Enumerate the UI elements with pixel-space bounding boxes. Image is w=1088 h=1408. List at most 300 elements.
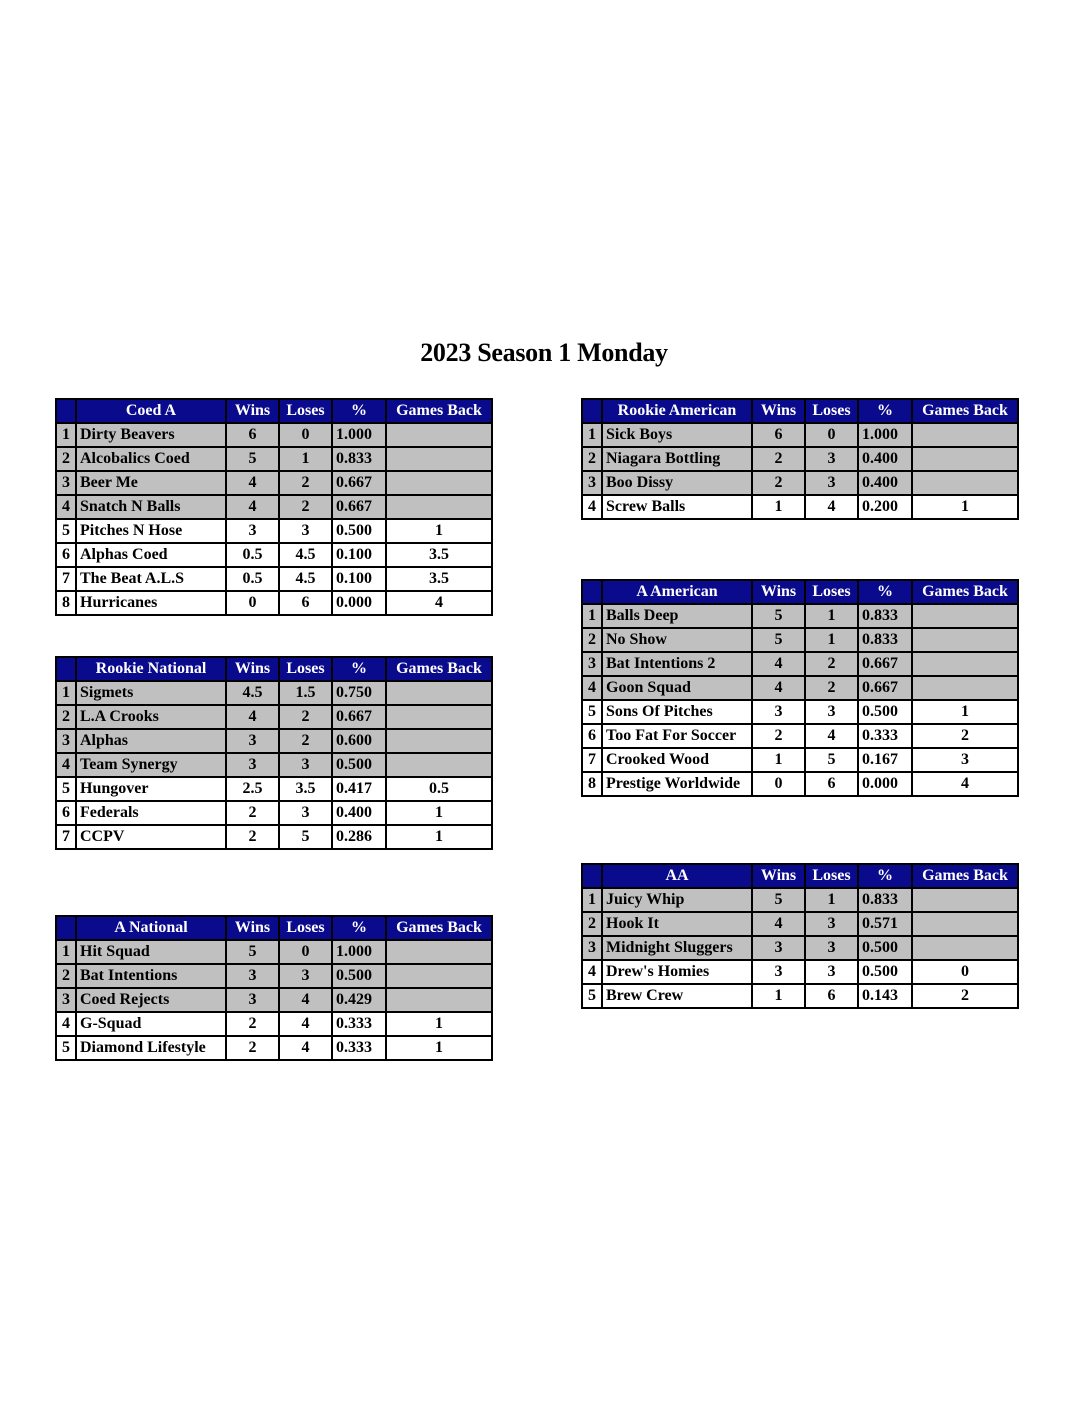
loses-cell: 2: [279, 705, 332, 729]
games-back-cell: 1: [912, 495, 1018, 519]
wins-cell: 6: [752, 423, 805, 447]
rank-header: [582, 864, 602, 888]
rank-cell: 6: [56, 801, 76, 825]
games-back-cell: [912, 604, 1018, 628]
table-row: [582, 676, 1018, 700]
team-cell: The Beat A.L.S: [76, 567, 226, 591]
rank-cell: 2: [582, 912, 602, 936]
wins-cell: 2: [752, 724, 805, 748]
table-row: [56, 705, 492, 729]
loses-cell: 3: [805, 960, 858, 984]
rank-header: [56, 657, 76, 681]
loses-cell: 4: [279, 1012, 332, 1036]
loses-cell: 3: [805, 447, 858, 471]
wins-cell: 5: [226, 940, 279, 964]
rank-cell: 4: [56, 1012, 76, 1036]
team-cell: Niagara Bottling: [602, 447, 752, 471]
pct-cell: 0.667: [332, 705, 386, 729]
pct-cell: 0.600: [332, 729, 386, 753]
loses-cell: 2: [279, 729, 332, 753]
loses-cell: 2: [279, 495, 332, 519]
loses-cell: 3: [279, 964, 332, 988]
loses-cell: 1: [279, 447, 332, 471]
table-row: [582, 471, 1018, 495]
loses-header: Loses: [805, 399, 858, 423]
table-row: [582, 984, 1018, 1008]
pct-cell: 0.400: [858, 471, 912, 495]
wins-cell: 4: [226, 471, 279, 495]
pct-cell: 0.100: [332, 567, 386, 591]
team-cell: Boo Dissy: [602, 471, 752, 495]
table-row: [582, 772, 1018, 796]
loses-cell: 6: [805, 984, 858, 1008]
rank-cell: 3: [582, 652, 602, 676]
team-cell: No Show: [602, 628, 752, 652]
team-cell: Too Fat For Soccer: [602, 724, 752, 748]
wins-cell: 4: [226, 495, 279, 519]
division-name: A National: [76, 916, 226, 940]
wins-cell: 1: [752, 748, 805, 772]
wins-cell: 3: [226, 988, 279, 1012]
pct-cell: 0.500: [858, 700, 912, 724]
team-cell: CCPV: [76, 825, 226, 849]
rank-cell: 6: [56, 543, 76, 567]
games-back-cell: 4: [912, 772, 1018, 796]
loses-cell: 1.5: [279, 681, 332, 705]
games-back-header: Games Back: [912, 580, 1018, 604]
team-cell: Hit Squad: [76, 940, 226, 964]
pct-cell: 1.000: [332, 940, 386, 964]
rank-cell: 4: [56, 495, 76, 519]
rank-cell: 1: [56, 681, 76, 705]
rank-cell: 8: [582, 772, 602, 796]
games-back-cell: 2: [912, 724, 1018, 748]
rank-cell: 7: [56, 567, 76, 591]
pct-cell: 0.500: [858, 960, 912, 984]
wins-header: Wins: [752, 580, 805, 604]
games-back-cell: 1: [912, 700, 1018, 724]
games-back-cell: [386, 471, 492, 495]
games-back-cell: [912, 652, 1018, 676]
games-back-cell: 0: [912, 960, 1018, 984]
wins-cell: 2: [226, 825, 279, 849]
pct-cell: 0.143: [858, 984, 912, 1008]
games-back-cell: [386, 964, 492, 988]
pct-cell: 0.100: [332, 543, 386, 567]
pct-cell: 0.000: [858, 772, 912, 796]
pct-cell: 0.667: [858, 652, 912, 676]
games-back-cell: 3.5: [386, 567, 492, 591]
pct-cell: 0.500: [332, 964, 386, 988]
loses-cell: 6: [805, 772, 858, 796]
pct-header: %: [858, 864, 912, 888]
wins-cell: 5: [752, 888, 805, 912]
rank-cell: 1: [582, 604, 602, 628]
rank-cell: 5: [56, 1036, 76, 1060]
loses-cell: 3: [805, 471, 858, 495]
wins-header: Wins: [226, 916, 279, 940]
team-cell: Sick Boys: [602, 423, 752, 447]
wins-cell: 2: [226, 1012, 279, 1036]
games-back-header: Games Back: [386, 399, 492, 423]
team-cell: Screw Balls: [602, 495, 752, 519]
games-back-cell: 3.5: [386, 543, 492, 567]
games-back-cell: 2: [912, 984, 1018, 1008]
rank-cell: 2: [582, 628, 602, 652]
pct-cell: 0.833: [858, 888, 912, 912]
table-row: [582, 652, 1018, 676]
games-back-cell: [386, 495, 492, 519]
pct-header: %: [858, 580, 912, 604]
pct-cell: 0.833: [858, 628, 912, 652]
table-row: [56, 825, 492, 849]
pct-cell: 0.500: [858, 936, 912, 960]
table-row: [56, 801, 492, 825]
rank-cell: 4: [582, 495, 602, 519]
wins-cell: 3: [226, 964, 279, 988]
standings-table-rookie-national: [55, 656, 493, 850]
rank-cell: 4: [56, 753, 76, 777]
wins-cell: 1: [752, 495, 805, 519]
table-row: [56, 495, 492, 519]
loses-cell: 5: [805, 748, 858, 772]
pct-cell: 0.667: [332, 495, 386, 519]
pct-cell: 1.000: [858, 423, 912, 447]
table-row: [56, 681, 492, 705]
team-cell: Drew's Homies: [602, 960, 752, 984]
wins-cell: 4.5: [226, 681, 279, 705]
games-back-cell: [912, 888, 1018, 912]
wins-header: Wins: [752, 864, 805, 888]
wins-cell: 3: [752, 700, 805, 724]
team-cell: Team Synergy: [76, 753, 226, 777]
loses-header: Loses: [805, 580, 858, 604]
wins-cell: 2: [226, 1036, 279, 1060]
wins-cell: 2.5: [226, 777, 279, 801]
games-back-cell: [386, 705, 492, 729]
pct-cell: 0.333: [332, 1036, 386, 1060]
rank-cell: 3: [56, 729, 76, 753]
games-back-header: Games Back: [386, 916, 492, 940]
rank-cell: 1: [56, 423, 76, 447]
wins-cell: 2: [752, 471, 805, 495]
division-name: Rookie American: [602, 399, 752, 423]
wins-cell: 1: [752, 984, 805, 1008]
wins-cell: 4: [752, 676, 805, 700]
table-row: [582, 888, 1018, 912]
games-back-header: Games Back: [386, 657, 492, 681]
standings-table-a-american: [581, 579, 1019, 797]
rank-cell: 7: [582, 748, 602, 772]
wins-cell: 3: [752, 960, 805, 984]
table-row: [56, 940, 492, 964]
rank-cell: 5: [56, 519, 76, 543]
division-name: A American: [602, 580, 752, 604]
team-cell: Hungover: [76, 777, 226, 801]
table-row: [56, 543, 492, 567]
team-cell: Bat Intentions 2: [602, 652, 752, 676]
table-row: [582, 423, 1018, 447]
table-row: [582, 604, 1018, 628]
rank-cell: 3: [56, 988, 76, 1012]
table-row: [56, 988, 492, 1012]
standings-table-rookie-american: [581, 398, 1019, 520]
team-cell: Brew Crew: [602, 984, 752, 1008]
table-row: [582, 724, 1018, 748]
wins-cell: 3: [226, 729, 279, 753]
team-cell: G-Squad: [76, 1012, 226, 1036]
games-back-cell: [386, 988, 492, 1012]
games-back-cell: 1: [386, 1036, 492, 1060]
loses-cell: 3: [805, 700, 858, 724]
division-name: Coed A: [76, 399, 226, 423]
rank-cell: 1: [582, 888, 602, 912]
table-row: [56, 777, 492, 801]
table-row: [582, 936, 1018, 960]
loses-header: Loses: [279, 916, 332, 940]
wins-cell: 2: [752, 447, 805, 471]
pct-cell: 0.833: [858, 604, 912, 628]
loses-cell: 4.5: [279, 543, 332, 567]
team-cell: Goon Squad: [602, 676, 752, 700]
team-cell: Midnight Sluggers: [602, 936, 752, 960]
games-back-cell: [386, 447, 492, 471]
pct-cell: 0.571: [858, 912, 912, 936]
loses-cell: 6: [279, 591, 332, 615]
wins-cell: 0.5: [226, 543, 279, 567]
team-cell: Balls Deep: [602, 604, 752, 628]
pct-cell: 0.400: [332, 801, 386, 825]
table-row: [56, 567, 492, 591]
rank-cell: 4: [582, 960, 602, 984]
games-back-cell: 4: [386, 591, 492, 615]
pct-cell: 0.333: [858, 724, 912, 748]
pct-cell: 0.000: [332, 591, 386, 615]
loses-cell: 3: [279, 753, 332, 777]
loses-cell: 4: [805, 724, 858, 748]
rank-header: [56, 916, 76, 940]
games-back-cell: [912, 676, 1018, 700]
wins-cell: 0: [226, 591, 279, 615]
wins-cell: 3: [226, 519, 279, 543]
team-cell: Dirty Beavers: [76, 423, 226, 447]
team-cell: Crooked Wood: [602, 748, 752, 772]
table-row: [56, 964, 492, 988]
pct-header: %: [858, 399, 912, 423]
team-cell: Bat Intentions: [76, 964, 226, 988]
wins-header: Wins: [226, 657, 279, 681]
pct-cell: 0.750: [332, 681, 386, 705]
pct-cell: 0.500: [332, 519, 386, 543]
pct-cell: 0.667: [858, 676, 912, 700]
pct-cell: 0.167: [858, 748, 912, 772]
games-back-cell: [386, 940, 492, 964]
wins-cell: 4: [226, 705, 279, 729]
team-cell: Hurricanes: [76, 591, 226, 615]
wins-cell: 5: [226, 447, 279, 471]
loses-header: Loses: [805, 864, 858, 888]
games-back-cell: [912, 471, 1018, 495]
loses-cell: 0: [279, 423, 332, 447]
games-back-cell: [912, 628, 1018, 652]
team-cell: Prestige Worldwide: [602, 772, 752, 796]
table-row: [582, 960, 1018, 984]
games-back-cell: [386, 423, 492, 447]
loses-cell: 1: [805, 888, 858, 912]
table-row: [582, 495, 1018, 519]
team-cell: Snatch N Balls: [76, 495, 226, 519]
rank-cell: 5: [56, 777, 76, 801]
loses-cell: 4: [279, 1036, 332, 1060]
rank-cell: 3: [582, 936, 602, 960]
wins-cell: 3: [226, 753, 279, 777]
games-back-cell: [386, 681, 492, 705]
games-back-cell: [912, 423, 1018, 447]
pct-cell: 0.667: [332, 471, 386, 495]
wins-header: Wins: [226, 399, 279, 423]
wins-cell: 0: [752, 772, 805, 796]
loses-cell: 0: [279, 940, 332, 964]
games-back-cell: [912, 447, 1018, 471]
rank-cell: 6: [582, 724, 602, 748]
rank-cell: 3: [582, 471, 602, 495]
table-row: [56, 519, 492, 543]
games-back-cell: 1: [386, 519, 492, 543]
team-cell: Federals: [76, 801, 226, 825]
table-row: [56, 591, 492, 615]
table-row: [56, 423, 492, 447]
standings-table-aa: [581, 863, 1019, 1009]
games-back-cell: [912, 936, 1018, 960]
pct-cell: 1.000: [332, 423, 386, 447]
table-row: [56, 729, 492, 753]
standings-table-a-national: [55, 915, 493, 1061]
loses-cell: 3: [805, 936, 858, 960]
wins-cell: 3: [752, 936, 805, 960]
team-cell: Alcobalics Coed: [76, 447, 226, 471]
division-name: Rookie National: [76, 657, 226, 681]
loses-cell: 2: [805, 676, 858, 700]
table-row: [56, 753, 492, 777]
games-back-cell: [386, 753, 492, 777]
wins-cell: 0.5: [226, 567, 279, 591]
team-cell: Sigmets: [76, 681, 226, 705]
games-back-cell: [912, 912, 1018, 936]
table-row: [582, 700, 1018, 724]
table-row: [56, 1012, 492, 1036]
loses-header: Loses: [279, 657, 332, 681]
rank-cell: 5: [582, 984, 602, 1008]
pct-cell: 0.200: [858, 495, 912, 519]
rank-cell: 7: [56, 825, 76, 849]
pct-cell: 0.400: [858, 447, 912, 471]
loses-cell: 4: [279, 988, 332, 1012]
pct-cell: 0.417: [332, 777, 386, 801]
team-cell: Pitches N Hose: [76, 519, 226, 543]
loses-cell: 4: [805, 495, 858, 519]
games-back-cell: [386, 729, 492, 753]
loses-cell: 3: [279, 801, 332, 825]
team-cell: Diamond Lifestyle: [76, 1036, 226, 1060]
table-row: [56, 1036, 492, 1060]
table-row: [582, 628, 1018, 652]
pct-cell: 0.429: [332, 988, 386, 1012]
loses-cell: 1: [805, 628, 858, 652]
pct-cell: 0.286: [332, 825, 386, 849]
wins-cell: 5: [752, 604, 805, 628]
rank-header: [582, 580, 602, 604]
games-back-cell: 1: [386, 1012, 492, 1036]
rank-cell: 2: [56, 705, 76, 729]
wins-cell: 5: [752, 628, 805, 652]
loses-cell: 2: [805, 652, 858, 676]
wins-cell: 4: [752, 652, 805, 676]
loses-cell: 3: [805, 912, 858, 936]
pct-cell: 0.500: [332, 753, 386, 777]
team-cell: Alphas: [76, 729, 226, 753]
loses-cell: 2: [279, 471, 332, 495]
rank-header: [582, 399, 602, 423]
rank-cell: 1: [582, 423, 602, 447]
wins-cell: 4: [752, 912, 805, 936]
pct-cell: 0.833: [332, 447, 386, 471]
rank-cell: 1: [56, 940, 76, 964]
page-title: 2023 Season 1 Monday: [420, 338, 668, 367]
loses-cell: 5: [279, 825, 332, 849]
pct-header: %: [332, 916, 386, 940]
team-cell: Hook It: [602, 912, 752, 936]
rank-cell: 3: [56, 471, 76, 495]
pct-header: %: [332, 399, 386, 423]
team-cell: L.A Crooks: [76, 705, 226, 729]
loses-cell: 1: [805, 604, 858, 628]
games-back-header: Games Back: [912, 399, 1018, 423]
games-back-cell: 0.5: [386, 777, 492, 801]
wins-cell: 6: [226, 423, 279, 447]
table-row: [56, 447, 492, 471]
standings-table-coed-a: [55, 398, 493, 616]
rank-cell: 2: [582, 447, 602, 471]
games-back-cell: 1: [386, 801, 492, 825]
rank-header: [56, 399, 76, 423]
loses-cell: 3.5: [279, 777, 332, 801]
loses-header: Loses: [279, 399, 332, 423]
table-row: [582, 748, 1018, 772]
wins-cell: 2: [226, 801, 279, 825]
games-back-header: Games Back: [912, 864, 1018, 888]
rank-cell: 2: [56, 447, 76, 471]
pct-header: %: [332, 657, 386, 681]
loses-cell: 3: [279, 519, 332, 543]
games-back-cell: 1: [386, 825, 492, 849]
rank-cell: 2: [56, 964, 76, 988]
wins-header: Wins: [752, 399, 805, 423]
games-back-cell: 3: [912, 748, 1018, 772]
pct-cell: 0.333: [332, 1012, 386, 1036]
table-row: [582, 912, 1018, 936]
loses-cell: 0: [805, 423, 858, 447]
team-cell: Juicy Whip: [602, 888, 752, 912]
table-row: [56, 471, 492, 495]
rank-cell: 5: [582, 700, 602, 724]
team-cell: Beer Me: [76, 471, 226, 495]
team-cell: Sons Of Pitches: [602, 700, 752, 724]
rank-cell: 8: [56, 591, 76, 615]
team-cell: Alphas Coed: [76, 543, 226, 567]
division-name: AA: [602, 864, 752, 888]
rank-cell: 4: [582, 676, 602, 700]
table-row: [582, 447, 1018, 471]
